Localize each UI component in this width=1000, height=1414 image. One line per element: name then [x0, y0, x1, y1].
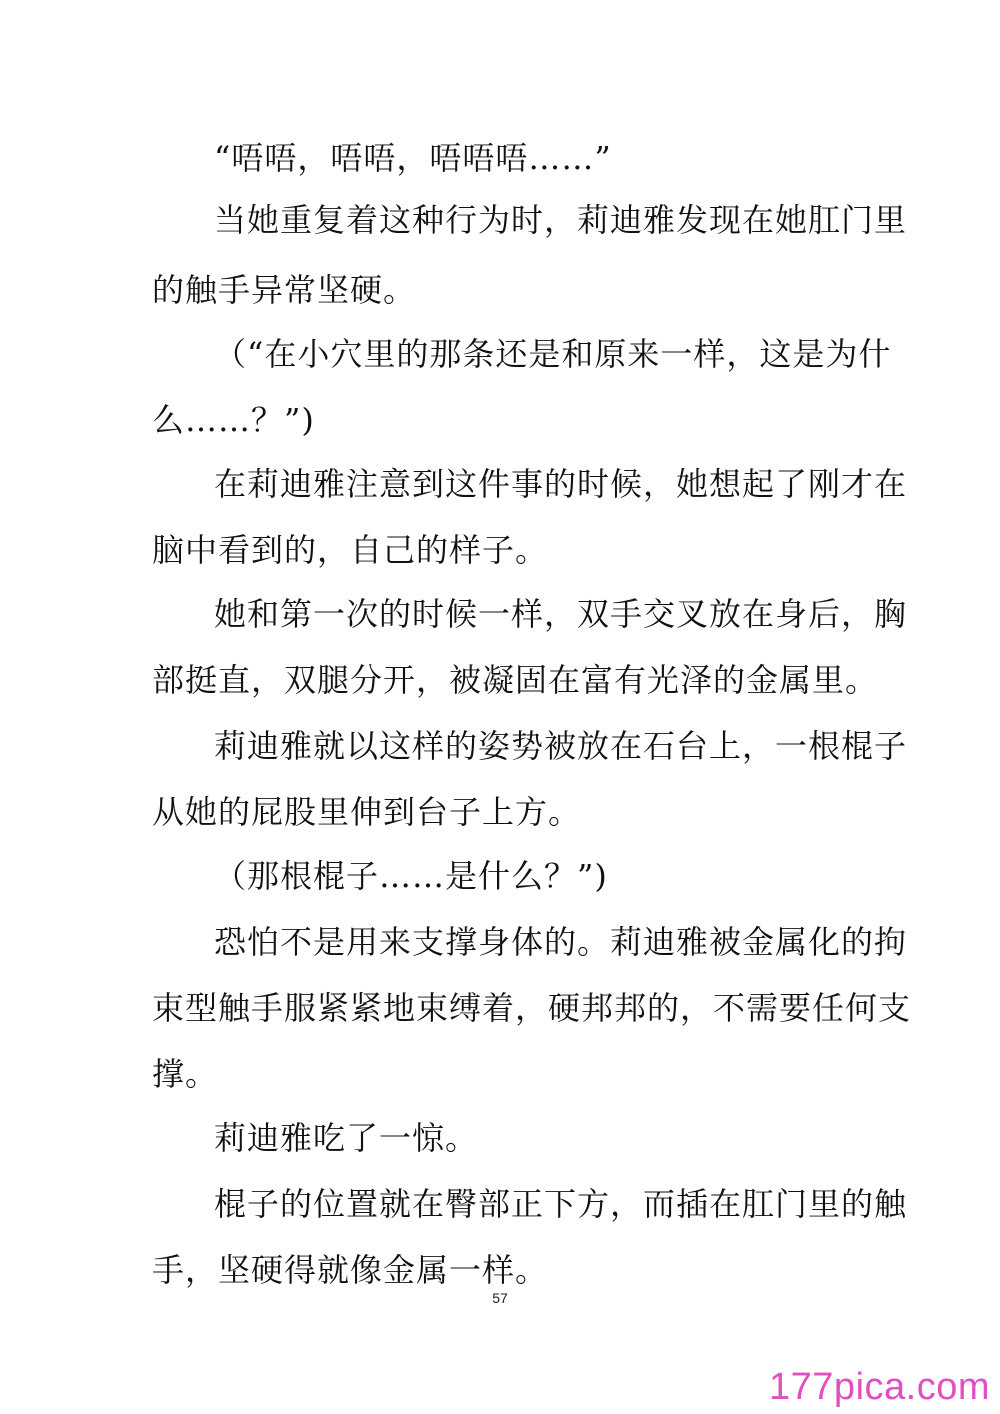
text-line: 当她重复着这种行为时，莉迪雅发现在她肛门里	[214, 201, 908, 239]
text-line: 莉迪雅就以这样的姿势被放在石台上，一根棍子	[214, 727, 908, 765]
text-line: 从她的屁股里伸到台子上方。	[152, 793, 582, 831]
text-line: 手，坚硬得就像金属一样。	[152, 1251, 549, 1289]
text-line: 部挺直，双腿分开，被凝固在富有光泽的金属里。	[152, 661, 879, 699]
text-line: 束型触手服紧紧地束缚着，硬邦邦的，不需要任何支	[152, 989, 912, 1027]
text-line: 恐怕不是用来支撑身体的。莉迪雅被金属化的拘	[214, 923, 908, 961]
text-line: 莉迪雅吃了一惊。	[214, 1119, 479, 1157]
text-line: 撑。	[152, 1055, 219, 1093]
text-line: 在莉迪雅注意到这件事的时候，她想起了刚才在	[214, 465, 908, 503]
text-line: 脑中看到的，自己的样子。	[152, 531, 549, 569]
text-line: （“在小穴里的那条还是和原来一样，这是为什	[214, 335, 892, 373]
text-line: 么……？”)	[152, 401, 315, 439]
text-line: “唔唔，唔唔，唔唔唔……”	[214, 139, 612, 177]
text-line: 的触手异常坚硬。	[152, 271, 417, 309]
text-line: （那根棍子……是什么？”)	[214, 857, 608, 895]
text-line: 棍子的位置就在臀部正下方，而插在肛门里的触	[214, 1185, 908, 1223]
page-number: 57	[492, 1290, 508, 1306]
watermark: 177pica.com	[769, 1366, 990, 1408]
text-line: 她和第一次的时候一样，双手交叉放在身后，胸	[214, 595, 908, 633]
